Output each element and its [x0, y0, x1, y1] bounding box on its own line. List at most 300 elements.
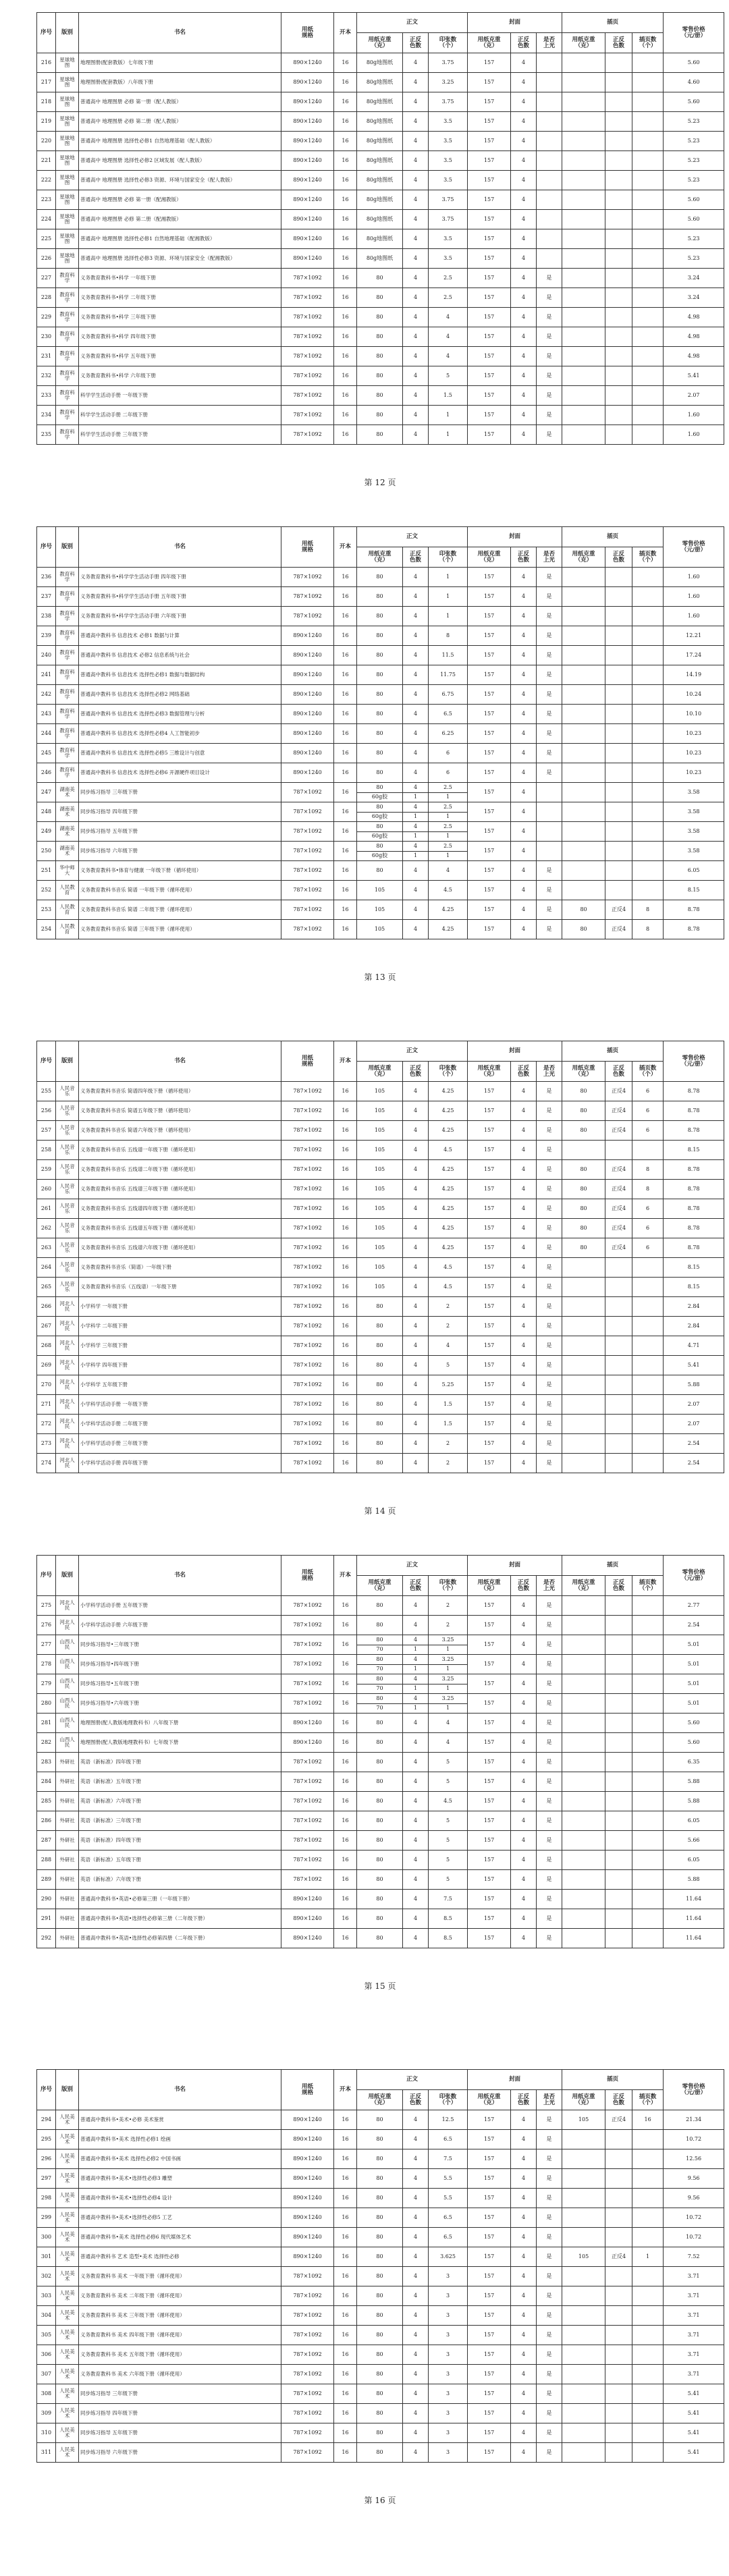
split-value: 80: [376, 1655, 383, 1662]
format-cell: 16: [334, 2286, 357, 2306]
price-cell: 5.60: [664, 53, 724, 73]
format-cell: 16: [334, 1415, 357, 1434]
table-row: [37, 607, 724, 626]
cover-paper-cell: 157: [468, 190, 511, 210]
seq-cell: 272: [37, 1415, 56, 1434]
publisher-cell: 山西人民: [56, 1655, 79, 1674]
body-paper-cell: 105: [357, 920, 403, 939]
paper-size-cell: 890×1240: [281, 2110, 334, 2130]
format-cell: 16: [334, 1238, 357, 1258]
plate-duplex-header: 正反 色数: [605, 547, 632, 568]
body-sheets-cell: 2: [429, 1596, 468, 1616]
body-duplex-cell: 4: [403, 2443, 429, 2463]
publisher-cell: 星球地图: [56, 190, 79, 210]
paper-size-cell: 787×1092: [281, 1674, 334, 1694]
cover-duplex-cell: 4: [511, 1753, 537, 1772]
split-value: 80: [376, 842, 383, 849]
cover-duplex-cell: 4: [511, 2345, 537, 2365]
plate-count-cell: [632, 2345, 664, 2365]
plate-count-cell: [632, 1929, 664, 1948]
seq-cell: 225: [37, 229, 56, 249]
title-cell: 英语（新标准）三年级下册: [79, 1811, 281, 1831]
body-sheets-cell: 4: [429, 1733, 468, 1753]
price-cell: 9.56: [664, 2189, 724, 2208]
plate-paper-cell: [562, 2306, 605, 2326]
col-seq-header: 序号: [37, 2070, 56, 2110]
table-row: [37, 1870, 724, 1890]
body-sheets-cell: 1: [429, 406, 468, 425]
plate-count-cell: [632, 1674, 664, 1694]
price-cell: 3.71: [664, 2345, 724, 2365]
price-cell: 4.98: [664, 308, 724, 327]
price-cell: 5.41: [664, 2443, 724, 2463]
plate-duplex-cell: [605, 802, 632, 822]
cover-group-header: 封面: [468, 2070, 562, 2090]
plate-duplex-cell: [605, 1753, 632, 1772]
body-duplex-cell: 4: [403, 1141, 429, 1160]
seq-cell: 253: [37, 900, 56, 920]
price-cell: 14.19: [664, 665, 724, 685]
paper-size-cell: 890×1240: [281, 724, 334, 744]
plate-count-cell: [632, 1851, 664, 1870]
body-paper-cell: 80: [357, 1811, 403, 1831]
title-cell: 义务教育教科书音乐 简谱 一年级下册（循环使用）: [79, 881, 281, 900]
title-cell: 义务教育教科书 美术 二年级下册（循环使用）: [79, 2286, 281, 2306]
price-table-sheet: [36, 1555, 724, 1948]
cover-duplex-cell: 4: [511, 1909, 537, 1929]
table-row: [37, 822, 724, 842]
body-duplex-cell: 4: [403, 2149, 429, 2169]
plate-paper-cell: [562, 822, 605, 842]
body-duplex-cell: 4: [403, 1772, 429, 1792]
seq-cell: 254: [37, 920, 56, 939]
paper-size-cell: 787×1092: [281, 1655, 334, 1674]
price-table-sheet: [36, 1041, 724, 1473]
body-duplex-cell: 4: [403, 2110, 429, 2130]
publisher-cell: 教育科学: [56, 626, 79, 646]
seq-cell: 302: [37, 2267, 56, 2286]
cover-duplex-cell: 4: [511, 1356, 537, 1375]
format-cell: 16: [334, 881, 357, 900]
plate-paper-cell: [562, 587, 605, 607]
body-paper-cell: 80: [357, 1415, 403, 1434]
price-cell: 3.24: [664, 269, 724, 288]
plate-duplex-cell: 正反4: [605, 1160, 632, 1180]
table-row: [37, 1317, 724, 1336]
cover-paper-cell: 157: [468, 2384, 511, 2404]
publisher-cell: 人民音乐: [56, 1199, 79, 1219]
body-paper-cell: 80: [357, 646, 403, 665]
price-cell: 6.05: [664, 1851, 724, 1870]
publisher-cell: 教育科学: [56, 366, 79, 386]
body-duplex-cell: 4: [403, 171, 429, 190]
cover-paper-cell: 157: [468, 2326, 511, 2345]
plate-count-header: 插页数 （个）: [632, 2090, 664, 2110]
format-cell: 16: [334, 151, 357, 171]
body-sheets-cell: 6.5: [429, 2208, 468, 2228]
format-cell: 16: [334, 1082, 357, 1101]
publisher-cell: 湖南美术: [56, 783, 79, 802]
paper-size-cell: 787×1092: [281, 1616, 334, 1635]
format-cell: 16: [334, 1141, 357, 1160]
plate-paper-cell: [562, 1616, 605, 1635]
plate-count-cell: [632, 73, 664, 92]
body-duplex-cell: 4: [403, 1851, 429, 1870]
body-sheets-header: 印张数 （个）: [429, 1062, 468, 1082]
plate-paper-cell: [562, 1753, 605, 1772]
format-cell: 16: [334, 1655, 357, 1674]
title-cell: 义务教育教科书•科学 二年级下册: [79, 288, 281, 308]
cover-paper-cell: 157: [468, 1141, 511, 1160]
plate-paper-cell: [562, 1141, 605, 1160]
paper-size-cell: 787×1092: [281, 1851, 334, 1870]
paper-size-cell: 787×1092: [281, 2384, 334, 2404]
table-row: [37, 1278, 724, 1297]
plate-duplex-cell: [605, 1258, 632, 1278]
cover-paper-cell: 157: [468, 2130, 511, 2149]
body-paper-header: 用纸克重 （克）: [357, 547, 403, 568]
body-paper-cell: 80: [357, 1851, 403, 1870]
title-cell: 普通高中教科书•美术 选择性必修6 现代媒体艺术: [79, 2228, 281, 2247]
publisher-cell: 教育科学: [56, 308, 79, 327]
plate-duplex-cell: [605, 2404, 632, 2423]
price-cell: 4.98: [664, 347, 724, 366]
format-cell: 16: [334, 587, 357, 607]
table-row: [37, 1753, 724, 1772]
body-paper-cell: 105: [357, 1160, 403, 1180]
plate-duplex-cell: [605, 151, 632, 171]
plate-count-cell: [632, 1356, 664, 1375]
cover-paper-cell: 157: [468, 1336, 511, 1356]
title-cell: 科学学生活动手册 三年级下册: [79, 425, 281, 445]
body-sheets-cell: 3.625: [429, 2247, 468, 2267]
body-sheets-cell: 8.5: [429, 1909, 468, 1929]
title-cell: 普通高中教科书•英语•必修第三册（一年级下册）: [79, 1890, 281, 1909]
plate-duplex-cell: [605, 763, 632, 783]
body-duplex-cell: 4: [403, 269, 429, 288]
cover-duplex-cell: 4: [511, 425, 537, 445]
price-cell: 10.23: [664, 763, 724, 783]
cover-film-cell: 是: [537, 1258, 562, 1278]
table-row: [37, 1395, 724, 1415]
body-duplex-cell: 4: [403, 92, 429, 112]
table-row: [37, 1616, 724, 1635]
plate-duplex-cell: [605, 1772, 632, 1792]
cover-duplex-cell: 4: [511, 2443, 537, 2463]
paper-size-cell: 890×1240: [281, 626, 334, 646]
format-cell: 16: [334, 1635, 357, 1655]
price-cell: 11.64: [664, 1890, 724, 1909]
body-sheets-cell: 3.5: [429, 151, 468, 171]
cover-duplex-cell: 4: [511, 802, 537, 822]
cover-paper-header: 用纸克重 （克）: [468, 2090, 511, 2110]
plate-count-cell: [632, 288, 664, 308]
table-row: [37, 2208, 724, 2228]
table-row: [37, 1655, 724, 1674]
format-cell: 16: [334, 1454, 357, 1473]
plate-count-cell: 8: [632, 920, 664, 939]
body-duplex-cell: 4: [403, 763, 429, 783]
cover-duplex-cell: 4: [511, 2149, 537, 2169]
price-cell: 5.41: [664, 2404, 724, 2423]
table-page: [36, 1555, 724, 1991]
cover-paper-cell: 157: [468, 2169, 511, 2189]
body-paper-cell: 80: [357, 2306, 403, 2326]
cover-film-cell: 是: [537, 406, 562, 425]
plate-paper-cell: [562, 2443, 605, 2463]
plate-paper-cell: [562, 1909, 605, 1929]
table-row: [37, 366, 724, 386]
plate-paper-cell: [562, 366, 605, 386]
plate-paper-cell: [562, 1772, 605, 1792]
price-cell: 3.58: [664, 822, 724, 842]
paper-size-cell: 787×1092: [281, 1395, 334, 1415]
price-cell: 5.88: [664, 1792, 724, 1811]
cover-paper-cell: 157: [468, 1219, 511, 1238]
body-sheets-cell: 2.5: [429, 288, 468, 308]
table-row: [37, 1733, 724, 1753]
cover-paper-cell: 157: [468, 2110, 511, 2130]
col-pub-header: 版别: [56, 1041, 79, 1082]
format-cell: 16: [334, 1870, 357, 1890]
plate-duplex-cell: [605, 1415, 632, 1434]
cover-film-cell: 是: [537, 665, 562, 685]
split-value: 80: [376, 803, 383, 810]
publisher-cell: 河北人民: [56, 1375, 79, 1395]
cover-paper-cell: 157: [468, 2365, 511, 2384]
plate-duplex-cell: 正反4: [605, 2247, 632, 2267]
body-sheets-cell: 1: [429, 587, 468, 607]
price-table-sheet: [36, 526, 724, 939]
body-duplex-cell: 4: [403, 1121, 429, 1141]
body-paper-cell: 80g地图纸: [357, 92, 403, 112]
table-row: [37, 568, 724, 587]
cover-paper-cell: 157: [468, 1772, 511, 1792]
body-paper-cell: 80: [357, 1616, 403, 1635]
body-duplex-cell: 4: [403, 1616, 429, 1635]
cover-duplex-cell: 4: [511, 366, 537, 386]
plate-count-cell: [632, 2189, 664, 2208]
publisher-cell: 人民美术: [56, 2286, 79, 2306]
plate-paper-cell: [562, 308, 605, 327]
paper-size-cell: 890×1240: [281, 646, 334, 665]
publisher-cell: 教育科学: [56, 685, 79, 705]
title-cell: 同步练习指导 四年级下册: [79, 802, 281, 822]
plate-duplex-cell: [605, 229, 632, 249]
plate-duplex-cell: 正反4: [605, 1238, 632, 1258]
plate-duplex-cell: [605, 1454, 632, 1473]
plate-count-cell: [632, 112, 664, 132]
seq-cell: 259: [37, 1160, 56, 1180]
plate-paper-cell: [562, 2345, 605, 2365]
plate-count-cell: [632, 269, 664, 288]
title-cell: 小学科学活动手册 一年级下册: [79, 1395, 281, 1415]
format-cell: 16: [334, 1694, 357, 1714]
body-sheets-cell: [429, 842, 468, 861]
plate-duplex-cell: [605, 1635, 632, 1655]
format-cell: 16: [334, 1297, 357, 1317]
paper-size-cell: 890×1240: [281, 249, 334, 269]
cover-paper-cell: 157: [468, 1297, 511, 1317]
cover-paper-cell: 157: [468, 2228, 511, 2247]
paper-size-cell: 890×1240: [281, 1714, 334, 1733]
plate-duplex-cell: [605, 2286, 632, 2306]
seq-cell: 275: [37, 1596, 56, 1616]
paper-size-cell: 787×1092: [281, 1454, 334, 1473]
plate-count-cell: [632, 92, 664, 112]
body-paper-cell: 80g地图纸: [357, 53, 403, 73]
paper-size-cell: 787×1092: [281, 2345, 334, 2365]
title-cell: 普通高中 地理图册 必修 第一册（配湘教版）: [79, 190, 281, 210]
split-value: 70: [357, 1664, 402, 1674]
split-value: 60g胶: [357, 792, 402, 802]
cover-duplex-cell: 4: [511, 347, 537, 366]
split-value: 1: [403, 812, 428, 822]
cover-film-cell: 是: [537, 646, 562, 665]
cover-paper-cell: 157: [468, 1635, 511, 1655]
plate-duplex-header: 正反 色数: [605, 2090, 632, 2110]
publisher-cell: 人民音乐: [56, 1101, 79, 1121]
split-value: 2.5: [443, 784, 452, 790]
body-paper-cell: 105: [357, 1180, 403, 1199]
plate-paper-cell: [562, 1851, 605, 1870]
seq-cell: 288: [37, 1851, 56, 1870]
seq-cell: 276: [37, 1616, 56, 1635]
body-sheets-cell: 4.25: [429, 1160, 468, 1180]
cover-duplex-header: 正反 色数: [511, 1576, 537, 1596]
price-cell: 5.23: [664, 229, 724, 249]
split-value: 80: [376, 784, 383, 790]
format-cell: 16: [334, 2404, 357, 2423]
price-cell: 8.78: [664, 900, 724, 920]
cover-duplex-cell: 4: [511, 406, 537, 425]
plate-count-cell: [632, 1694, 664, 1714]
seq-cell: 267: [37, 1317, 56, 1336]
paper-size-cell: 787×1092: [281, 1278, 334, 1297]
cover-film-cell: 是: [537, 900, 562, 920]
plate-paper-cell: [562, 2149, 605, 2169]
cover-paper-cell: 157: [468, 347, 511, 366]
cover-film-cell: 是: [537, 1929, 562, 1948]
body-paper-cell: 80g地图纸: [357, 210, 403, 229]
plate-duplex-cell: [605, 685, 632, 705]
publisher-cell: 人民美术: [56, 2130, 79, 2149]
cover-paper-cell: 157: [468, 366, 511, 386]
body-duplex-cell: 4: [403, 2365, 429, 2384]
body-group-header: 正文: [357, 2070, 468, 2090]
price-table-sheet: [36, 12, 724, 445]
page-number: 第 12 页: [364, 478, 396, 487]
publisher-cell: 人民音乐: [56, 1082, 79, 1101]
plate-paper-cell: 80: [562, 1199, 605, 1219]
publisher-cell: 教育科学: [56, 705, 79, 724]
cover-paper-cell: 157: [468, 646, 511, 665]
plate-group-header: 插页: [562, 527, 664, 547]
table-row: [37, 1890, 724, 1909]
plate-paper-cell: 80: [562, 1121, 605, 1141]
title-cell: 义务教育教科书•科学 三年级下册: [79, 308, 281, 327]
paper-size-cell: 787×1092: [281, 1753, 334, 1772]
price-cell: 5.66: [664, 1831, 724, 1851]
table-row: [37, 2404, 724, 2423]
cover-paper-cell: 157: [468, 73, 511, 92]
publisher-cell: 教育科学: [56, 665, 79, 685]
title-cell: 小学科学 二年级下册: [79, 1317, 281, 1336]
col-format-header: 开本: [334, 1556, 357, 1596]
cover-duplex-cell: 4: [511, 607, 537, 626]
body-duplex-cell: 4: [403, 1395, 429, 1415]
paper-size-cell: 787×1092: [281, 1336, 334, 1356]
split-value: 80: [376, 1636, 383, 1643]
plate-duplex-cell: [605, 171, 632, 190]
seq-cell: 248: [37, 802, 56, 822]
body-paper-header: 用纸克重 （克）: [357, 1576, 403, 1596]
seq-cell: 279: [37, 1674, 56, 1694]
title-cell: 义务教育教科书音乐（简谱）一年级下册: [79, 1258, 281, 1278]
cover-paper-cell: 157: [468, 1851, 511, 1870]
body-sheets-cell: 1.5: [429, 1415, 468, 1434]
plate-paper-cell: [562, 1831, 605, 1851]
cover-film-cell: 是: [537, 2306, 562, 2326]
plate-duplex-cell: [605, 308, 632, 327]
paper-size-cell: 890×1240: [281, 2130, 334, 2149]
plate-duplex-cell: [605, 2130, 632, 2149]
publisher-cell: 外研社: [56, 1929, 79, 1948]
body-paper-cell: 105: [357, 1238, 403, 1258]
plate-count-cell: [632, 763, 664, 783]
plate-count-cell: 16: [632, 2110, 664, 2130]
plate-paper-cell: 80: [562, 1082, 605, 1101]
publisher-cell: 人民音乐: [56, 1141, 79, 1160]
seq-cell: 285: [37, 1792, 56, 1811]
cover-duplex-cell: 4: [511, 685, 537, 705]
cover-duplex-cell: 4: [511, 568, 537, 587]
body-duplex-cell: 4: [403, 190, 429, 210]
seq-cell: 306: [37, 2345, 56, 2365]
table-row: [37, 2326, 724, 2345]
title-cell: 科学学生活动手册 二年级下册: [79, 406, 281, 425]
cover-duplex-cell: 4: [511, 1870, 537, 1890]
cover-duplex-cell: 4: [511, 229, 537, 249]
plate-count-cell: [632, 1336, 664, 1356]
table-row: [37, 1851, 724, 1870]
cover-paper-cell: 157: [468, 269, 511, 288]
plate-paper-cell: [562, 269, 605, 288]
price-cell: 5.60: [664, 210, 724, 229]
publisher-cell: 星球地图: [56, 132, 79, 151]
plate-count-cell: 8: [632, 1160, 664, 1180]
paper-size-cell: 787×1092: [281, 366, 334, 386]
title-cell: 英语（新标准）六年级下册: [79, 1870, 281, 1890]
plate-duplex-cell: [605, 288, 632, 308]
price-cell: 3.71: [664, 2286, 724, 2306]
format-cell: 16: [334, 1596, 357, 1616]
cover-film-cell: 是: [537, 2326, 562, 2345]
body-sheets-cell: 4.25: [429, 1101, 468, 1121]
col-price-header: 零售价格 （元/册）: [664, 1556, 724, 1596]
plate-count-cell: [632, 861, 664, 881]
body-paper-cell: 80: [357, 269, 403, 288]
table-row: [37, 190, 724, 210]
table-row: [37, 900, 724, 920]
publisher-cell: 人民音乐: [56, 1160, 79, 1180]
title-cell: 同步练习指导 三年级下册: [79, 783, 281, 802]
seq-cell: 220: [37, 132, 56, 151]
paper-size-cell: 890×1240: [281, 73, 334, 92]
body-duplex-cell: [403, 842, 429, 861]
seq-cell: 234: [37, 406, 56, 425]
table-row: [37, 2247, 724, 2267]
